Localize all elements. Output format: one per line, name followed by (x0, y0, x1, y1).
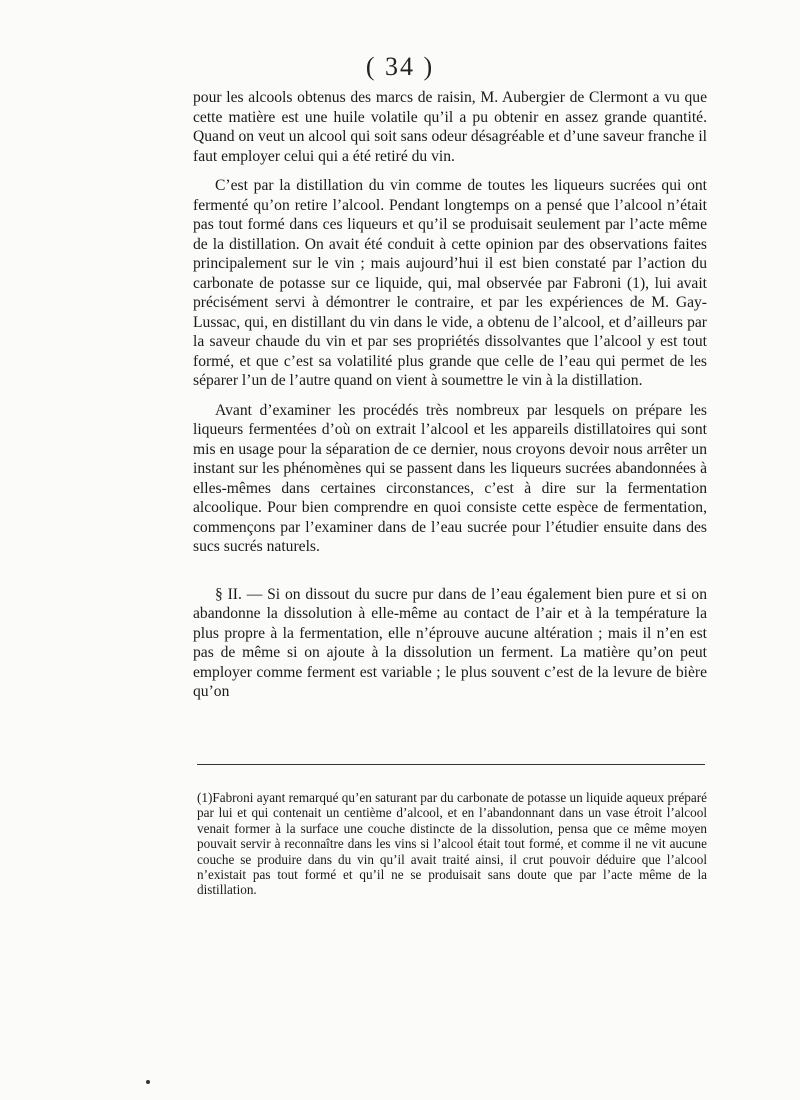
paper-speck (146, 1080, 150, 1084)
paragraph-2: C’est par la distillation du vin comme de toutes les liqueurs sucrées qui ont fermenté qu’on retire l’alcool. Pendant longtemps on a pensé que l’alcool n’était pas tout formé dans ces liqueurs et qu’il se produisait seulement par l’acte même de la distillation. On avait été conduit à cette opinion par des observations faites principalement sur le vin ; mais aujourd’hui il est bien constaté par l’action du carbonate de potasse sur ce liquide, qui, mal observée par Fabroni (1), lui avait précisément servi à démontrer le contraire, et par les expériences de M. Gay-Lussac, qui, en distillant du vin dans le vide, a obtenu de l’alcool, et d’ailleurs par la saveur chaude du vin et par ses propriétés dissolvantes que l’alcool y est tout formé, et que c’est sa volatilité plus grande que celle de l’eau qui permet de les séparer l’un de l’autre quand on vient à soumettre le vin à la distillation. (193, 177, 707, 389)
footnote: (1)Fabroni ayant remarqué qu’en saturant par du carbonate de potasse un liquide aqueux préparé par lui et qui contenait un centième d’alcool, et en l’abandonnant dans un vase étroit l’alcool venait former à la surface une couche distincte de la dissolution, pensa que ce même moyen pouvait servir à reconnaître dans les vins si l’alcool était tout formé, et comme il ne vit aucune couche se produire dans du vin qu’il avait traité ainsi, il crut pouvoir déduire que l’alcool n’existait pas tout formé et qu’il ne se produisait sans doute que par l’acte même de la distillation. (197, 790, 707, 898)
paragraph-section-2: § II. — Si on dissout du sucre pur dans de l’eau également bien pure et si on abandonne la dissolution à elle-même au contact de l’air et à la température la plus propre à la fermentation, elle n’éprouve aucune altération ; mais il n’en est pas de même si on ajoute à la dissolution un ferment. La matière qu’on peut employer comme ferment est variable ; le plus souvent c’est de la levure de bière qu’on (193, 585, 707, 700)
paragraph-3: Avant d’examiner les procédés très nombreux par lesquels on prépare les liqueurs fermentées d’où on extrait l’alcool et les appareils distillatoires qui sont mis en usage pour la séparation de ce dernier, nous croyons devoir nous arrêter un instant sur les phénomènes qui se passent dans les liqueurs sucrées abandonnées à elles-mêmes dans certaines circonstances, c’est à dire sur la fermentation alcoolique. Pour bien comprendre en quoi consiste cette espèce de fermentation, commençons par l’examiner dans de l’eau sucrée pour l’étudier ensuite dans des sucs sucrés naturels. (193, 401, 707, 555)
main-text (193, 88, 707, 702)
footnote-divider (197, 764, 705, 765)
paragraph-1: pour les alcools obtenus des marcs de raisin, M. Aubergier de Clermont a vu que cette matière est une huile volatile qu’il a pu obtenir en assez grande quantité. Quand on veut un alcool qui soit sans odeur désagréable et d’une saveur franche il faut employer celui qui a été retiré du vin. (193, 89, 707, 165)
page-number: ( 34 ) (365, 52, 435, 81)
